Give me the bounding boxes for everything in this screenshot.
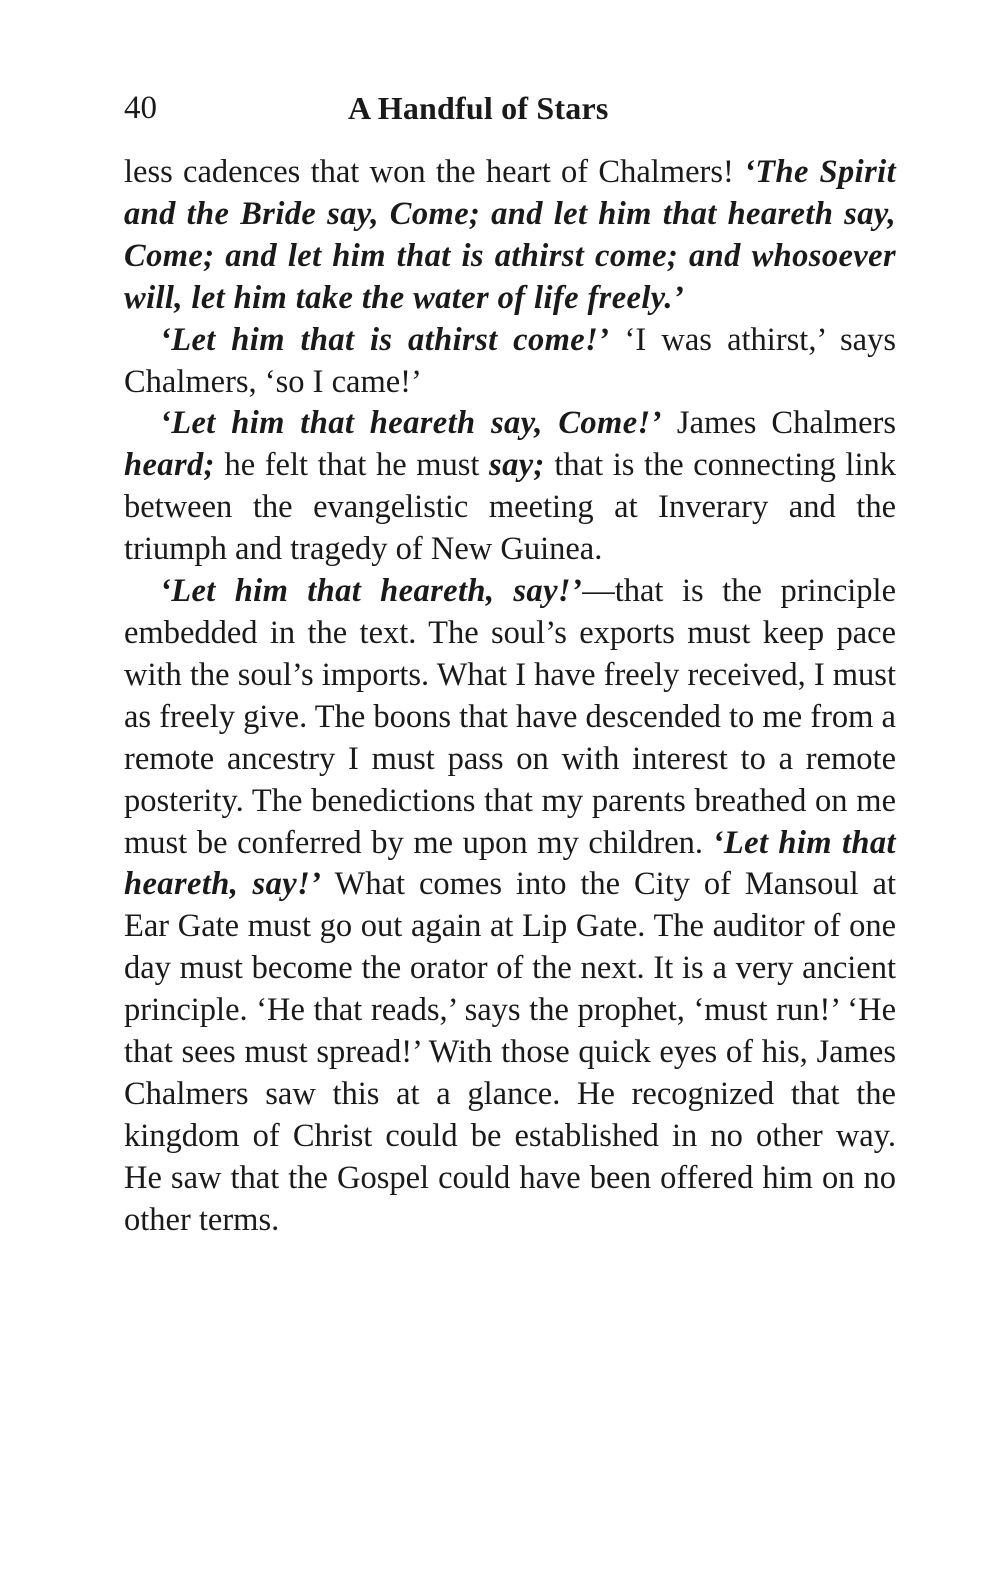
running-head [124,86,896,130]
page-number: 40 [124,90,157,126]
italic-segment: ‘Let him that heareth, say!’ [124,824,896,903]
paragraph [124,152,896,320]
text-segment: What comes into the City of Mansoul at Ear Gate must go out again at Lip Gate. The auditor of one day must become the orator of the next. It is a very ancient principle. ‘He that reads,’ says the prophet, ‘must run!’ ‘He that sees must spread!’ With those quick eyes of his, James Chalmers saw this at a glance. He recognized that the kingdom of Christ could be established in no other way. He saw that the Gospel could have been offered him on no other terms. [124,866,896,1238]
italic-segment: say; [489,447,545,484]
text-segment: that is the connecting link between the evangelistic meeting at Inverary and the triumph and tragedy of New Guinea. [124,447,896,568]
italic-segment: heard; [124,447,215,484]
running-title: A Handful of Stars [348,90,609,126]
text-segment: less cadences that won the heart of Chalmers! [124,154,745,190]
italic-segment: ‘Let him that is athirst come!’ [160,321,610,358]
text-segment: ‘I was athirst,’ says Chalmers, ‘so I came!’ [124,321,896,400]
italic-segment: ‘Let him that heareth say, Come!’ [160,405,662,442]
text-segment: —that is the principle embedded in the text. The soul’s exports must keep pace with the soul’s imports. What I have freely received, I must as freely give. The boons that have descended to me from a remote ancestry I must pass on with interest to a remote posterity. The benedictions that my parents breathed on me must be conferred by me upon my children. [124,573,896,861]
paragraph [124,320,896,404]
text-segment: he felt that he must [214,447,490,484]
italic-segment: ‘The Spirit and the Bride say, Come; and let him that heareth say, Come; and let him that is athirst come; and whosoever will, let him take the water of life freely.’ [124,154,896,316]
paragraph [124,403,896,571]
body-text [124,152,896,1242]
italic-segment: ‘Let him that heareth, say!’ [160,573,583,610]
text-segment: James Chalmers [661,405,896,442]
paragraph [124,571,896,1242]
